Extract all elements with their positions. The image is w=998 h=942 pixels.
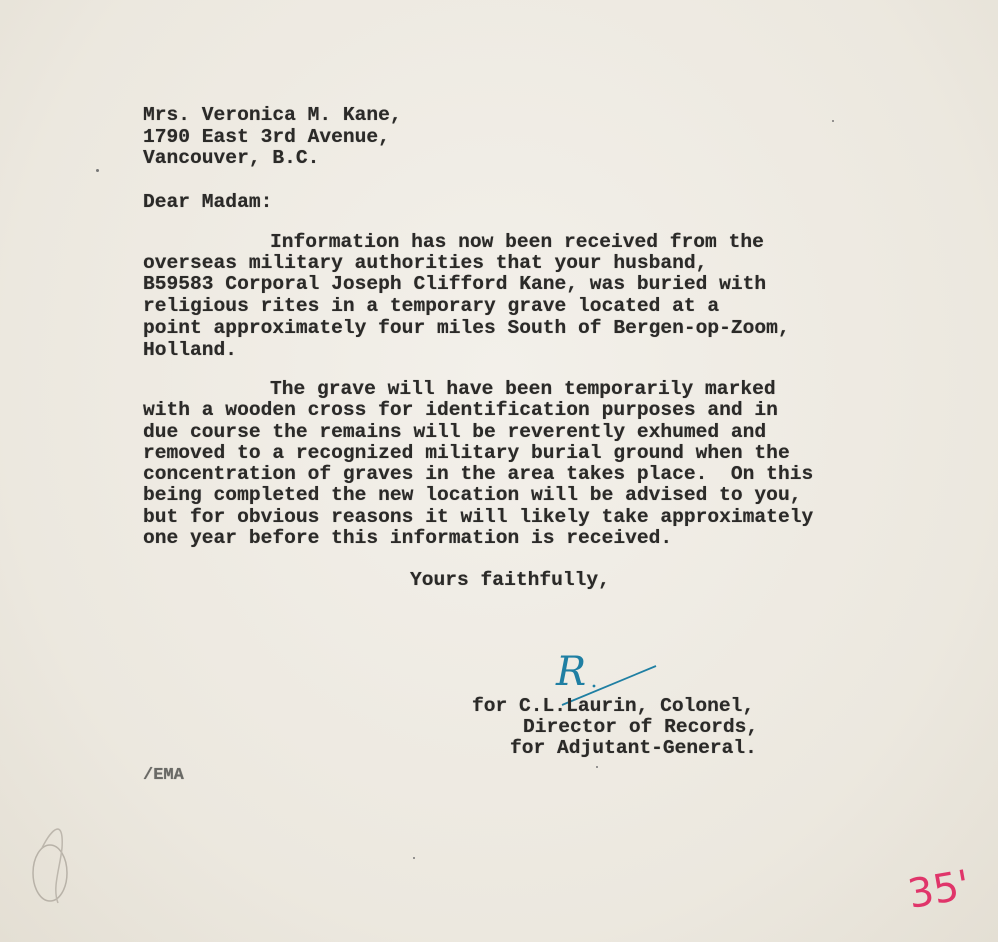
- body-line: overseas military authorities that your husband,: [143, 252, 708, 274]
- body-line: with a wooden cross for identification purposes and in: [143, 399, 778, 421]
- address-line: Vancouver, B.C.: [143, 147, 320, 169]
- body-line: concentration of graves in the area takes place. On this: [143, 463, 814, 485]
- address-line: Mrs. Veronica M. Kane,: [143, 104, 402, 126]
- salutation: Dear Madam:: [143, 191, 273, 213]
- body-line: point approximately four miles South of Bergen-op-Zoom,: [143, 317, 790, 339]
- signature-line: Director of Records,: [523, 716, 759, 738]
- paper-speck: [596, 766, 598, 768]
- handwritten-initial: R: [556, 649, 587, 695]
- body-line: B59583 Corporal Joseph Clifford Kane, was buried with: [143, 273, 767, 295]
- body-line: Information has now been received from the: [270, 231, 764, 253]
- body-line: removed to a recognized military burial ground when the: [143, 442, 790, 464]
- closing: Yours faithfully,: [410, 569, 610, 591]
- address-line: 1790 East 3rd Avenue,: [143, 126, 390, 148]
- body-line: The grave will have been temporarily marked: [270, 378, 776, 400]
- paper-speck: [96, 169, 99, 172]
- pencil-mark: [22, 808, 82, 918]
- paper-speck: [832, 120, 834, 122]
- body-line: being completed the new location will be advised to you,: [143, 484, 802, 506]
- body-line: Holland.: [143, 339, 238, 361]
- body-line: one year before this information is received.: [143, 527, 673, 549]
- body-line: but for obvious reasons it will likely take approximately: [143, 506, 814, 528]
- signature-line: for Adjutant-General.: [510, 737, 757, 759]
- signature-line: for C.L.Laurin, Colonel,: [472, 695, 755, 717]
- body-line: religious rites in a temporary grave located at a: [143, 295, 720, 317]
- typist-reference: /EMA: [143, 766, 184, 785]
- paper-speck: [413, 857, 415, 859]
- body-line: due course the remains will be reverently exhumed and: [143, 421, 767, 443]
- page-number-handwritten: 35': [904, 861, 974, 919]
